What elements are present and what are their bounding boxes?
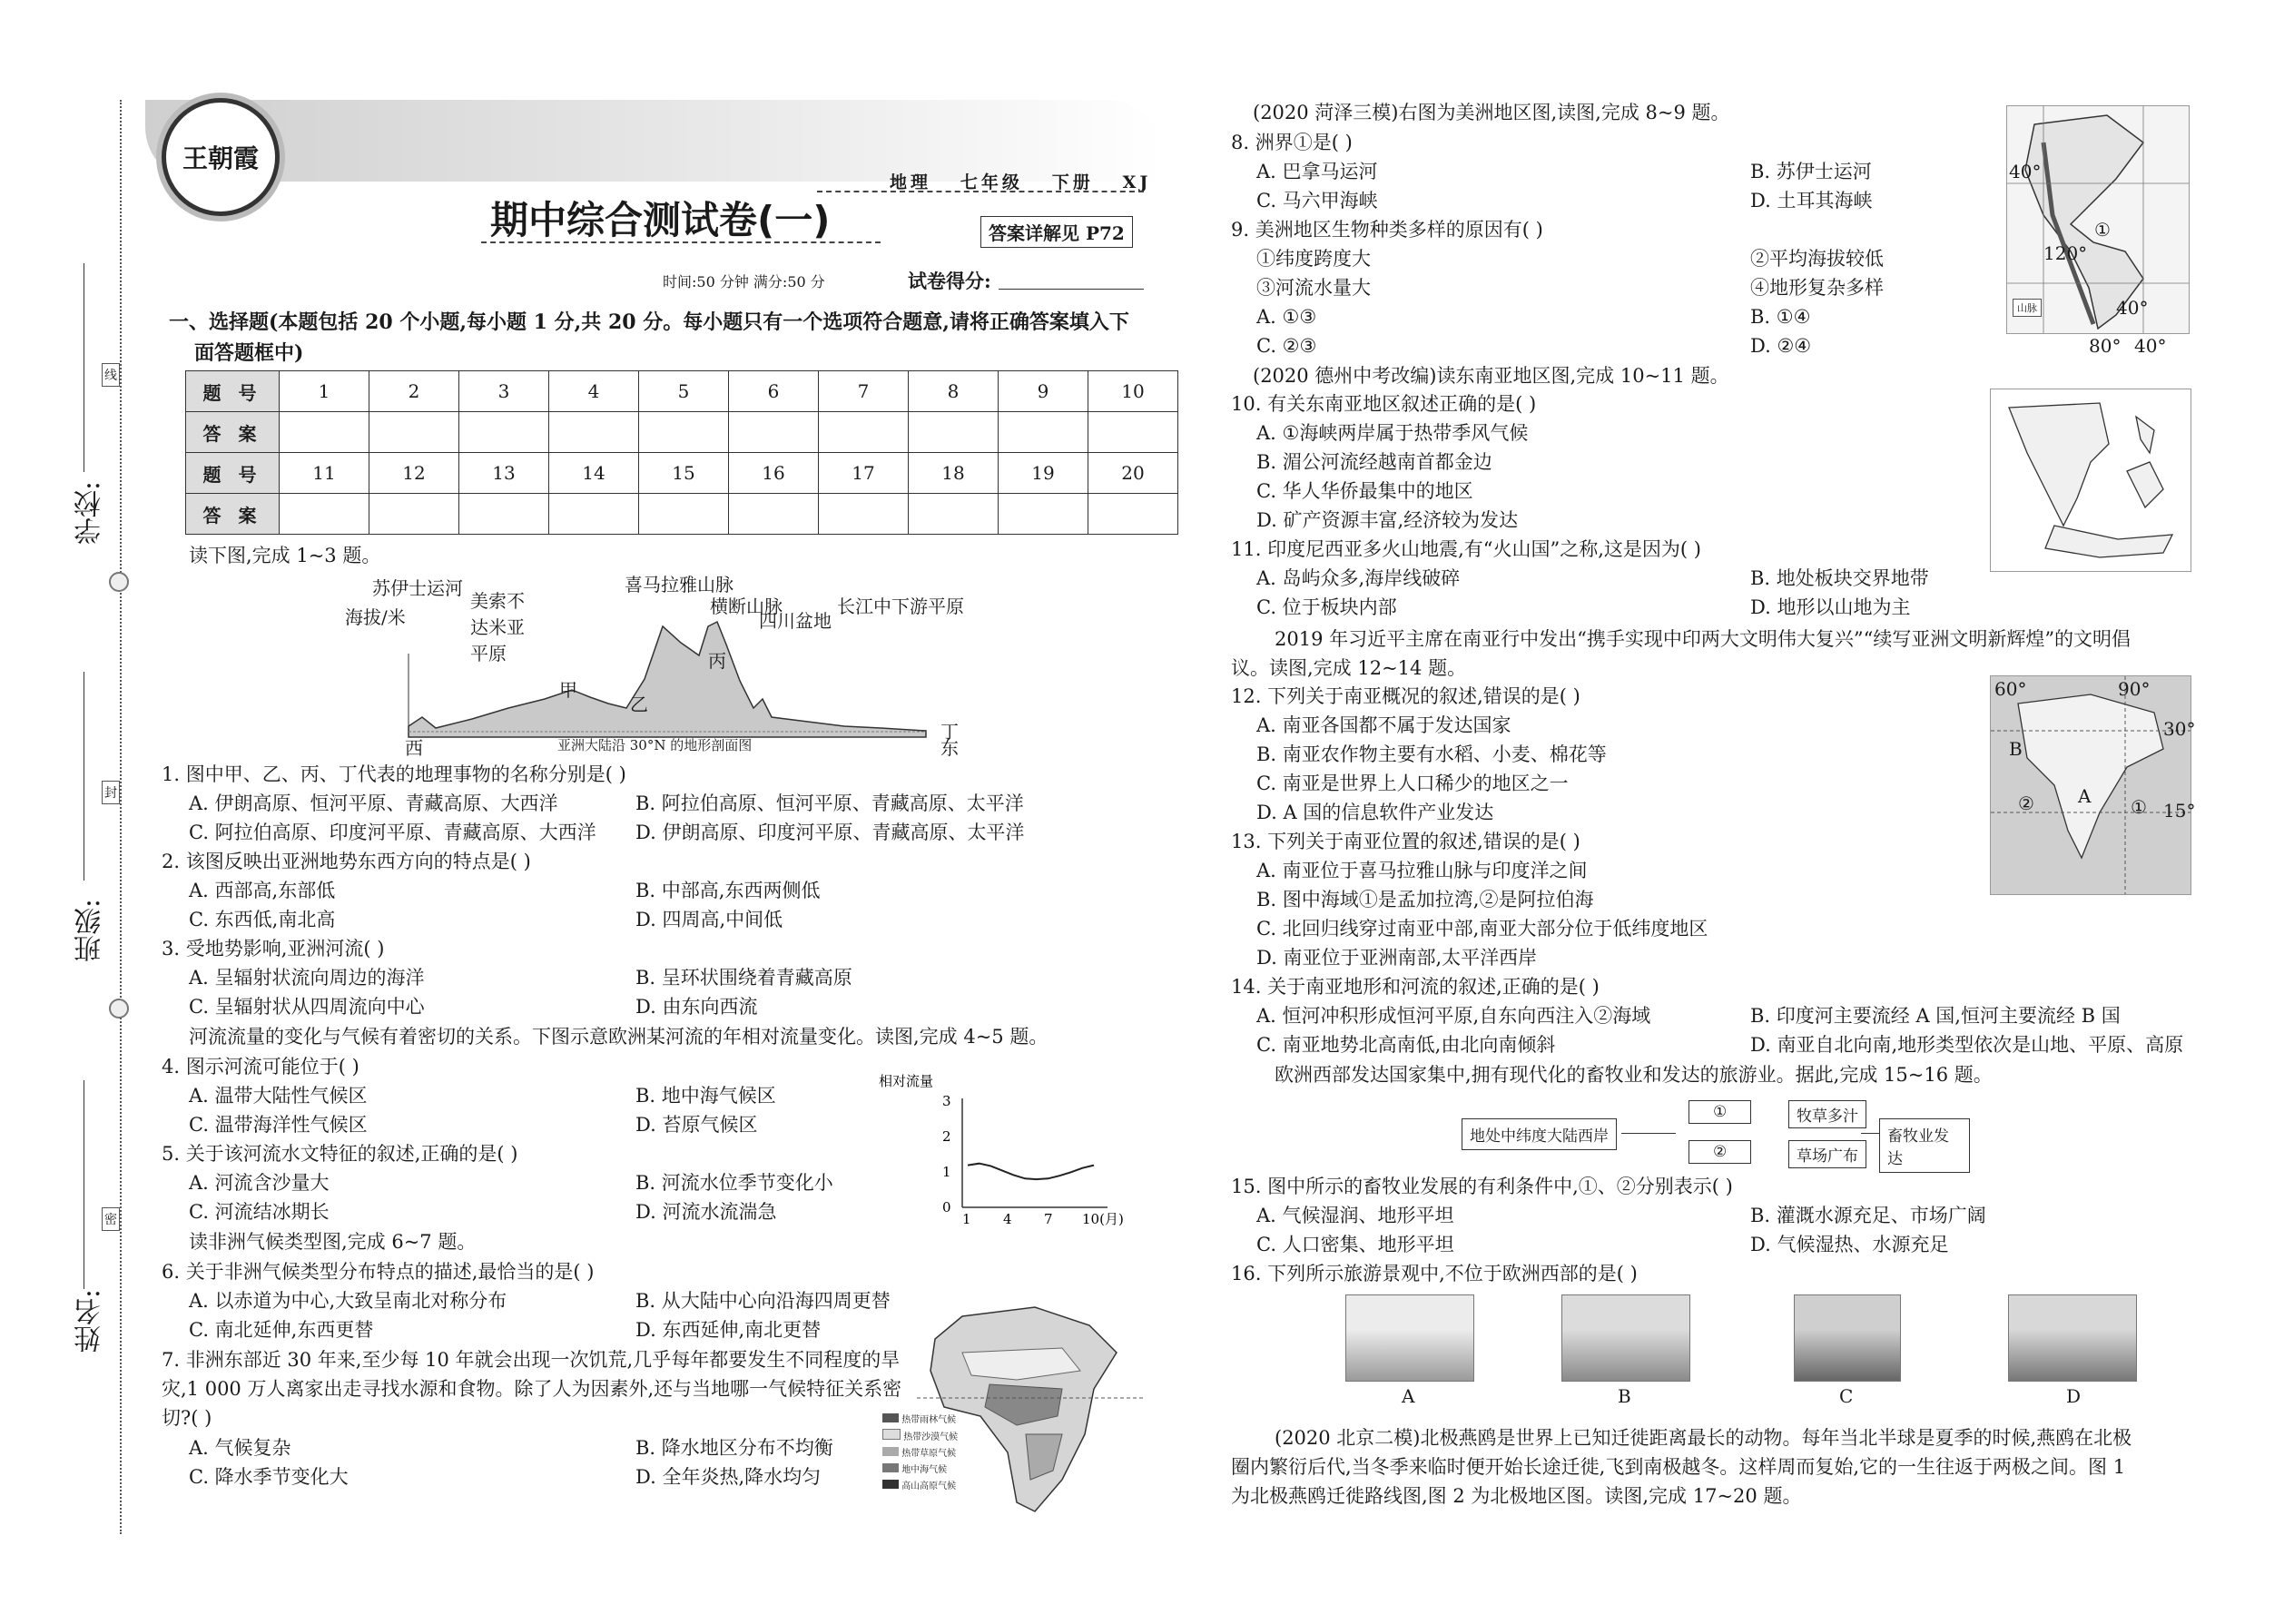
profile-label-yangtze: 长江中下游平原 bbox=[837, 595, 964, 617]
south-asia-lon-label: 90° bbox=[2118, 678, 2151, 700]
question-10-stem: 10. 有关东南亚地区叙述正确的是( ) bbox=[1231, 393, 1537, 415]
south-asia-marker-2: ② bbox=[2018, 792, 2034, 814]
q2-option-c[interactable]: C. 东西低,南北高 bbox=[189, 909, 336, 930]
grid-qnum: 3 bbox=[459, 371, 549, 412]
question-12-stem: 12. 下列关于南亚概况的叙述,错误的是( ) bbox=[1231, 685, 1580, 707]
grid-qnum: 5 bbox=[639, 371, 729, 412]
q4-option-d[interactable]: D. 苔原气候区 bbox=[635, 1114, 758, 1136]
binding-hole bbox=[109, 999, 129, 1019]
q12-option-b[interactable]: B. 南亚农作物主要有水稻、小麦、棉花等 bbox=[1256, 743, 1607, 765]
answer-cell[interactable] bbox=[819, 412, 909, 453]
binding-class-label: 班级: bbox=[74, 899, 106, 963]
q13-option-c[interactable]: C. 北回归线穿过南亚中部,南亚大部分位于低纬度地区 bbox=[1256, 918, 1708, 940]
section-heading: 一、选择题(本题包括 20 个小题,每小题 1 分,共 20 分。每小题只有一个选项符合题意,请将正确答案填入下 bbox=[169, 310, 1129, 334]
q4-option-c[interactable]: C. 温带海洋性气候区 bbox=[189, 1114, 368, 1136]
question-2-stem: 2. 该图反映出亚洲地势东西方向的特点是( ) bbox=[162, 851, 531, 872]
q6-option-a[interactable]: A. 以赤道为中心,大致呈南北对称分布 bbox=[189, 1290, 507, 1312]
grid-qnum: 4 bbox=[549, 371, 639, 412]
americas-lat-label: 40° bbox=[2116, 297, 2149, 319]
south-asia-lon-label: 60° bbox=[1994, 678, 2027, 700]
south-asia-marker-1: ① bbox=[2131, 796, 2147, 818]
photo-label-d: D bbox=[2066, 1385, 2082, 1407]
profile-label-suez: 苏伊士运河 bbox=[372, 577, 463, 599]
intro-q1-3: 读下图,完成 1~3 题。 bbox=[189, 545, 381, 566]
question-11-stem: 11. 印度尼西亚多火山地震,有“火山国”之称,这是因为( ) bbox=[1231, 538, 1701, 560]
grid-row-answer-2 bbox=[186, 494, 1178, 535]
flow-node-2: ② bbox=[1689, 1140, 1751, 1164]
tag-edition: XJ bbox=[1122, 172, 1152, 192]
americas-lon-label: 40° bbox=[2134, 335, 2167, 357]
q14-option-a[interactable]: A. 恒河冲积形成恒河平原,自东向西注入②海域 bbox=[1256, 1005, 1651, 1027]
binding-mark-secret: 密 bbox=[102, 1207, 120, 1231]
q10-option-d[interactable]: D. 矿产资源丰富,经济较为发达 bbox=[1256, 509, 1519, 531]
question-15-stem: 15. 图中所示的畜牧业发展的有利条件中,①、②分别表示( ) bbox=[1231, 1176, 1733, 1197]
answer-cell[interactable] bbox=[819, 494, 909, 535]
legend-label: 热带沙漠气候 bbox=[903, 1432, 959, 1442]
q2-option-b[interactable]: B. 中部高,东西两侧低 bbox=[635, 880, 821, 901]
intro-q6-7: 读非洲气候类型图,完成 6~7 题。 bbox=[189, 1231, 477, 1253]
grid-label: 题 号 bbox=[186, 371, 280, 412]
intro-q17-20-end: 为北极燕鸥迁徙路线图,图 2 为北极地区图。读图,完成 17~20 题。 bbox=[1231, 1485, 1802, 1507]
q14-option-d[interactable]: D. 南亚自北向南,地形类型依次是山地、平原、高原 bbox=[1750, 1034, 2184, 1056]
legend-item bbox=[882, 1429, 958, 1446]
livestock-flow-diagram bbox=[1462, 1098, 1970, 1171]
q8-option-c[interactable]: C. 马六甲海峡 bbox=[1256, 190, 1378, 212]
grid-qnum: 7 bbox=[819, 371, 909, 412]
q5-option-c[interactable]: C. 河流结冰期长 bbox=[189, 1201, 330, 1223]
profile-label-jia: 甲 bbox=[559, 679, 577, 701]
q1-option-d[interactable]: D. 伊朗高原、印度河平原、青藏高原、太平洋 bbox=[635, 822, 1025, 843]
q1-option-b[interactable]: B. 阿拉伯高原、恒河平原、青藏高原、太平洋 bbox=[635, 792, 1024, 814]
q7-option-b[interactable]: B. 降水地区分布不均衡 bbox=[635, 1437, 833, 1459]
question-9-stem: 9. 美洲地区生物种类多样的原因有( ) bbox=[1231, 219, 1543, 241]
flow-x-tick: 7 bbox=[1044, 1211, 1053, 1225]
answer-cell[interactable] bbox=[729, 494, 819, 535]
flow-y-tick: 1 bbox=[942, 1164, 951, 1180]
grid-qnum: 6 bbox=[729, 371, 819, 412]
grid-label: 答 案 bbox=[186, 412, 280, 453]
profile-label-mesopotamia: 美索不达米亚平原 bbox=[470, 590, 525, 664]
binding-line bbox=[120, 100, 122, 1534]
q13-option-b[interactable]: B. 图中海域①是孟加拉湾,②是阿拉伯海 bbox=[1256, 889, 1594, 910]
q13-option-a[interactable]: A. 南亚位于喜马拉雅山脉与印度洋之间 bbox=[1256, 860, 1588, 881]
brand-logo bbox=[162, 98, 280, 216]
intro-q12-14: 2019 年习近平主席在南亚行中发出“携手实现中印两大文明伟大复兴”“续写亚洲文明新辉煌”的文明倡 bbox=[1275, 628, 2132, 650]
answer-cell[interactable] bbox=[280, 494, 369, 535]
question-4-stem: 4. 图示河流可能位于( ) bbox=[162, 1056, 359, 1078]
answer-cell[interactable] bbox=[729, 412, 819, 453]
flow-chart-title: 相对流量 bbox=[879, 1073, 934, 1089]
q15-option-b[interactable]: B. 灌溉水源充足、市场广阔 bbox=[1750, 1205, 1986, 1226]
grid-qnum: 15 bbox=[639, 453, 729, 494]
flow-arrow bbox=[1621, 1133, 1676, 1134]
q9-item-3: ③河流水量大 bbox=[1256, 277, 1371, 299]
americas-map bbox=[2006, 105, 2190, 357]
grid-qnum: 2 bbox=[369, 371, 459, 412]
answer-cell[interactable] bbox=[639, 494, 729, 535]
photo-label-b: B bbox=[1618, 1385, 1631, 1407]
q11-option-a[interactable]: A. 岛屿众多,海岸线破碎 bbox=[1256, 567, 1461, 589]
q8-option-a[interactable]: A. 巴拿马运河 bbox=[1256, 161, 1378, 182]
southeast-asia-map bbox=[1990, 389, 2191, 572]
answer-cell[interactable] bbox=[909, 494, 999, 535]
q12-option-d[interactable]: D. A 国的信息软件产业发达 bbox=[1256, 802, 1494, 823]
brand-logo-text: 王朝霞 bbox=[182, 143, 259, 173]
intro-q17-20-cont: 圈内繁衍后代,当冬季来临时便开始长途迁徙,飞到南极越冬。这样周而复始,它的一生往返于两极之间。图 1 bbox=[1231, 1456, 2126, 1478]
q1-option-c[interactable]: C. 阿拉伯高原、印度河平原、青藏高原、大西洋 bbox=[189, 822, 596, 843]
answer-cell[interactable] bbox=[1088, 494, 1178, 535]
binding-name-label: 姓名: bbox=[74, 1289, 106, 1353]
score-field[interactable] bbox=[999, 289, 1144, 290]
intro-q10-11: (2020 德州中考改编)读东南亚地区图,完成 10~11 题。 bbox=[1253, 365, 1729, 387]
answer-cell[interactable] bbox=[639, 412, 729, 453]
answer-grid bbox=[185, 370, 1178, 535]
q9-option-d[interactable]: D. ②④ bbox=[1750, 335, 1812, 357]
answer-reference: 答案详解见 P72 bbox=[980, 216, 1133, 248]
title-underline bbox=[481, 241, 881, 243]
grid-qnum: 10 bbox=[1088, 371, 1178, 412]
flow-x-tick: 10(月) bbox=[1082, 1211, 1124, 1225]
legend-label: 热带雨林气候 bbox=[901, 1415, 957, 1425]
profile-label-elevation: 海拔/米 bbox=[345, 606, 406, 628]
q6-option-c[interactable]: C. 南北延伸,东西更替 bbox=[189, 1319, 374, 1341]
south-asia-lat-label: 30° bbox=[2163, 718, 2196, 740]
tag-subject: 地理 bbox=[890, 172, 932, 192]
flow-node-1: ① bbox=[1689, 1100, 1751, 1124]
time-info: 时间:50 分钟 满分:50 分 bbox=[663, 273, 825, 290]
q8-option-b[interactable]: B. 苏伊士运河 bbox=[1750, 161, 1872, 182]
q11-option-c[interactable]: C. 位于板块内部 bbox=[1256, 596, 1397, 618]
photo-taj-mahal[interactable] bbox=[1561, 1294, 1690, 1382]
q11-option-d[interactable]: D. 地形以山地为主 bbox=[1750, 596, 1911, 618]
q3-option-d[interactable]: D. 由东向西流 bbox=[635, 996, 758, 1018]
q7-option-a[interactable]: A. 气候复杂 bbox=[189, 1437, 291, 1459]
profile-label-east: 东 bbox=[940, 737, 959, 759]
q3-option-a[interactable]: A. 呈辐射状流向周边的海洋 bbox=[189, 967, 425, 989]
profile-label-himalaya: 喜马拉雅山脉 bbox=[625, 574, 733, 595]
question-3-stem: 3. 受地势影响,亚洲河流( ) bbox=[162, 938, 385, 960]
question-1-stem: 1. 图中甲、乙、丙、丁代表的地理事物的名称分别是( ) bbox=[162, 763, 626, 785]
profile-label-hengduan: 横断山脉 bbox=[710, 595, 783, 617]
q2-option-d[interactable]: D. 四周高,中间低 bbox=[635, 909, 783, 930]
answer-cell[interactable] bbox=[369, 494, 459, 535]
legend-label: 地中海气候 bbox=[901, 1465, 948, 1475]
photo-eiffel-tower[interactable] bbox=[1794, 1294, 1901, 1382]
answer-cell[interactable] bbox=[909, 412, 999, 453]
q12-option-c[interactable]: C. 南亚是世界上人口稀少的地区之一 bbox=[1256, 773, 1569, 794]
grid-qnum: 14 bbox=[549, 453, 639, 494]
q10-option-a[interactable]: A. ①海峡两岸属于热带季风气候 bbox=[1256, 422, 1529, 444]
grid-qnum: 20 bbox=[1088, 453, 1178, 494]
flow-series-line bbox=[968, 1164, 1094, 1179]
q9-item-2: ②平均海拔较低 bbox=[1750, 248, 1884, 270]
flow-end-box: 畜牧业发达 bbox=[1879, 1118, 1970, 1173]
grid-qnum: 12 bbox=[369, 453, 459, 494]
americas-marker-1: ① bbox=[2094, 219, 2111, 241]
south-asia-map bbox=[1990, 675, 2196, 895]
flow-result-2: 草场广布 bbox=[1788, 1140, 1866, 1168]
question-14-stem: 14. 关于南亚地形和河流的叙述,正确的是( ) bbox=[1231, 976, 1600, 998]
legend-label: 热带草原气候 bbox=[901, 1449, 957, 1459]
q10-option-b[interactable]: B. 湄公河流经越南首都金边 bbox=[1256, 451, 1492, 473]
flow-arrow bbox=[1861, 1133, 1879, 1134]
grid-label: 题 号 bbox=[186, 453, 280, 494]
answer-cell[interactable] bbox=[1088, 412, 1178, 453]
photo-windmill[interactable] bbox=[1345, 1294, 1474, 1382]
q13-option-d[interactable]: D. 南亚位于亚洲南部,太平洋西岸 bbox=[1256, 947, 1538, 969]
americas-lon-label: 120° bbox=[2043, 242, 2088, 264]
grid-qnum: 13 bbox=[459, 453, 549, 494]
question-8-stem: 8. 洲界①是( ) bbox=[1231, 132, 1353, 153]
answer-cell[interactable] bbox=[999, 412, 1088, 453]
q11-option-b[interactable]: B. 地处板块交界地带 bbox=[1750, 567, 1929, 589]
flow-y-tick: 2 bbox=[942, 1128, 951, 1145]
q14-option-b[interactable]: B. 印度河主要流经 A 国,恒河主要流经 B 国 bbox=[1750, 1005, 2121, 1027]
q9-option-a[interactable]: A. ①③ bbox=[1256, 306, 1317, 328]
q8-option-d[interactable]: D. 土耳其海峡 bbox=[1750, 190, 1873, 212]
grid-row-qnum-1 bbox=[186, 371, 1178, 412]
grid-qnum: 9 bbox=[999, 371, 1088, 412]
grid-qnum: 1 bbox=[280, 371, 369, 412]
q5-option-b[interactable]: B. 河流水位季节变化小 bbox=[635, 1172, 833, 1194]
se-asia-map-svg bbox=[1991, 389, 2191, 571]
question-16-stem: 16. 下列所示旅游景观中,不位于欧洲西部的是( ) bbox=[1231, 1263, 1638, 1284]
answer-cell[interactable] bbox=[999, 494, 1088, 535]
americas-legend-mountain: 山脉 bbox=[2013, 299, 2042, 317]
question-6-stem: 6. 关于非洲气候类型分布特点的描述,最恰当的是( ) bbox=[162, 1261, 595, 1283]
flow-chart bbox=[871, 1071, 1126, 1225]
tag-grade: 七年级 bbox=[960, 172, 1023, 192]
photo-label-a: A bbox=[1402, 1385, 1415, 1407]
grid-qnum: 19 bbox=[999, 453, 1088, 494]
q12-option-a[interactable]: A. 南亚各国都不属于发达国家 bbox=[1256, 714, 1511, 736]
intro-q15-16: 欧洲西部发达国家集中,拥有现代化的畜牧业和发达的旅游业。据此,完成 15~16 题。 bbox=[1275, 1064, 1993, 1086]
flow-result-1: 牧草多汁 bbox=[1788, 1100, 1866, 1128]
answer-cell[interactable] bbox=[369, 412, 459, 453]
americas-lon-label: 80° bbox=[2089, 335, 2122, 357]
grid-row-answer-1 bbox=[186, 412, 1178, 453]
flow-x-tick: 1 bbox=[962, 1211, 971, 1225]
q7-option-d[interactable]: D. 全年炎热,降水均匀 bbox=[635, 1466, 822, 1488]
grid-label: 答 案 bbox=[186, 494, 280, 535]
tag-volume: 下册 bbox=[1051, 172, 1094, 192]
legend-item bbox=[882, 1412, 958, 1429]
profile-caption: 亚洲大陆沿 30°N 的地形剖面图 bbox=[557, 737, 753, 753]
question-13-stem: 13. 下列关于南亚位置的叙述,错误的是( ) bbox=[1231, 831, 1580, 852]
q9-option-c[interactable]: C. ②③ bbox=[1256, 335, 1317, 357]
q15-option-c[interactable]: C. 人口密集、地形平坦 bbox=[1256, 1234, 1454, 1255]
page-title: 期中综合测试卷(一) bbox=[490, 198, 831, 242]
legend-label: 高山高原气候 bbox=[901, 1481, 957, 1491]
binding-hole bbox=[109, 572, 129, 592]
q15-option-a[interactable]: A. 气候湿润、地形平坦 bbox=[1256, 1205, 1454, 1226]
q9-item-1: ①纬度跨度大 bbox=[1256, 248, 1371, 270]
profile-label-bing: 丙 bbox=[708, 650, 726, 672]
legend-item bbox=[882, 1446, 958, 1462]
africa-legend bbox=[882, 1412, 958, 1495]
answer-cell[interactable] bbox=[459, 494, 549, 535]
answer-cell[interactable] bbox=[459, 412, 549, 453]
question-7-stem: 7. 非洲东部近 30 年来,至少每 10 年就会出现一次饥荒,几乎每年都要发生不同程度的旱灾,1 000 万人离家出走寻找水源和食物。除了人为因素外,还与当地哪一气候特征关系密切?( ) bbox=[162, 1349, 902, 1429]
q4-option-b[interactable]: B. 地中海气候区 bbox=[635, 1085, 776, 1107]
q9-item-4: ④地形复杂多样 bbox=[1750, 277, 1884, 299]
intro-q4-5: 河流流量的变化与气候有着密切的关系。下图示意欧洲某河流的年相对流量变化。读图,完成 4~5 题。 bbox=[189, 1026, 1049, 1048]
legend-item bbox=[882, 1479, 958, 1495]
photo-label-c: C bbox=[1839, 1385, 1854, 1407]
q14-option-c[interactable]: C. 南亚地势北高南低,由北向南倾斜 bbox=[1256, 1034, 1556, 1056]
photo-colosseum[interactable] bbox=[2008, 1294, 2137, 1382]
q5-option-d[interactable]: D. 河流水流湍急 bbox=[635, 1201, 777, 1223]
q1-option-a[interactable]: A. 伊朗高原、恒河平原、青藏高原、大西洋 bbox=[189, 792, 558, 814]
answer-cell[interactable] bbox=[549, 494, 639, 535]
flow-start-box: 地处中纬度大陆西岸 bbox=[1462, 1118, 1617, 1150]
binding-school-label: 学校: bbox=[74, 481, 106, 546]
score-label: 试卷得分: bbox=[908, 270, 991, 292]
q9-option-b[interactable]: B. ①④ bbox=[1750, 306, 1811, 328]
americas-lat-label: 40° bbox=[2009, 161, 2042, 182]
answer-cell[interactable] bbox=[549, 412, 639, 453]
south-asia-lat-label: 15° bbox=[2163, 800, 2196, 822]
intro-q17-20: (2020 北京二模)北极燕鸥是世界上已知迁徙距离最长的动物。每年当北半球是夏季的时候,燕鸥在北极 bbox=[1275, 1427, 2132, 1449]
flow-chart-svg bbox=[871, 1071, 1126, 1225]
intro-q12-14-cont: 议。读图,完成 12~14 题。 bbox=[1231, 657, 1467, 679]
grid-row-qnum-2 bbox=[186, 453, 1178, 494]
binding-mark-seal: 封 bbox=[102, 781, 120, 804]
q2-option-a[interactable]: A. 西部高,东部低 bbox=[189, 880, 336, 901]
grid-qnum: 17 bbox=[819, 453, 909, 494]
q6-option-d[interactable]: D. 东西延伸,南北更替 bbox=[635, 1319, 822, 1341]
tag-dash-line bbox=[817, 191, 1144, 192]
south-asia-country-a: A bbox=[2078, 785, 2092, 807]
subject-tags bbox=[890, 169, 1151, 193]
profile-label-yi: 乙 bbox=[630, 694, 648, 715]
south-asia-country-b: B bbox=[2009, 738, 2023, 760]
flow-y-tick: 3 bbox=[942, 1093, 951, 1109]
q5-option-a[interactable]: A. 河流含沙量大 bbox=[189, 1172, 330, 1194]
grid-qnum: 8 bbox=[909, 371, 999, 412]
q6-option-b[interactable]: B. 从大陆中心向沿海四周更替 bbox=[635, 1290, 891, 1312]
q3-option-b[interactable]: B. 呈环状围绕着青藏高原 bbox=[635, 967, 852, 989]
section-heading-cont: 面答题框中) bbox=[194, 341, 304, 365]
q4-option-a[interactable]: A. 温带大陆性气候区 bbox=[189, 1085, 368, 1107]
q15-option-d[interactable]: D. 气候湿热、水源充足 bbox=[1750, 1234, 1949, 1255]
intro-q8-9: (2020 菏泽三模)右图为美洲地区图,读图,完成 8~9 题。 bbox=[1253, 102, 1730, 123]
grid-qnum: 18 bbox=[909, 453, 999, 494]
grid-qnum: 11 bbox=[280, 453, 369, 494]
binding-mark-line: 线 bbox=[102, 363, 120, 387]
grid-qnum: 16 bbox=[729, 453, 819, 494]
profile-label-sichuan: 四川盆地 bbox=[759, 610, 832, 632]
legend-item bbox=[882, 1462, 958, 1479]
profile-label-ding: 丁 bbox=[940, 721, 959, 743]
profile-label-west: 西 bbox=[405, 737, 423, 759]
q3-option-c[interactable]: C. 呈辐射状从四周流向中心 bbox=[189, 996, 425, 1018]
question-5-stem: 5. 关于该河流水文特征的叙述,正确的是( ) bbox=[162, 1143, 518, 1165]
answer-cell[interactable] bbox=[280, 412, 369, 453]
q7-option-c[interactable]: C. 降水季节变化大 bbox=[189, 1466, 349, 1488]
flow-x-tick: 4 bbox=[1003, 1211, 1012, 1225]
flow-y-tick: 0 bbox=[942, 1199, 951, 1216]
q10-option-c[interactable]: C. 华人华侨最集中的地区 bbox=[1256, 480, 1473, 502]
